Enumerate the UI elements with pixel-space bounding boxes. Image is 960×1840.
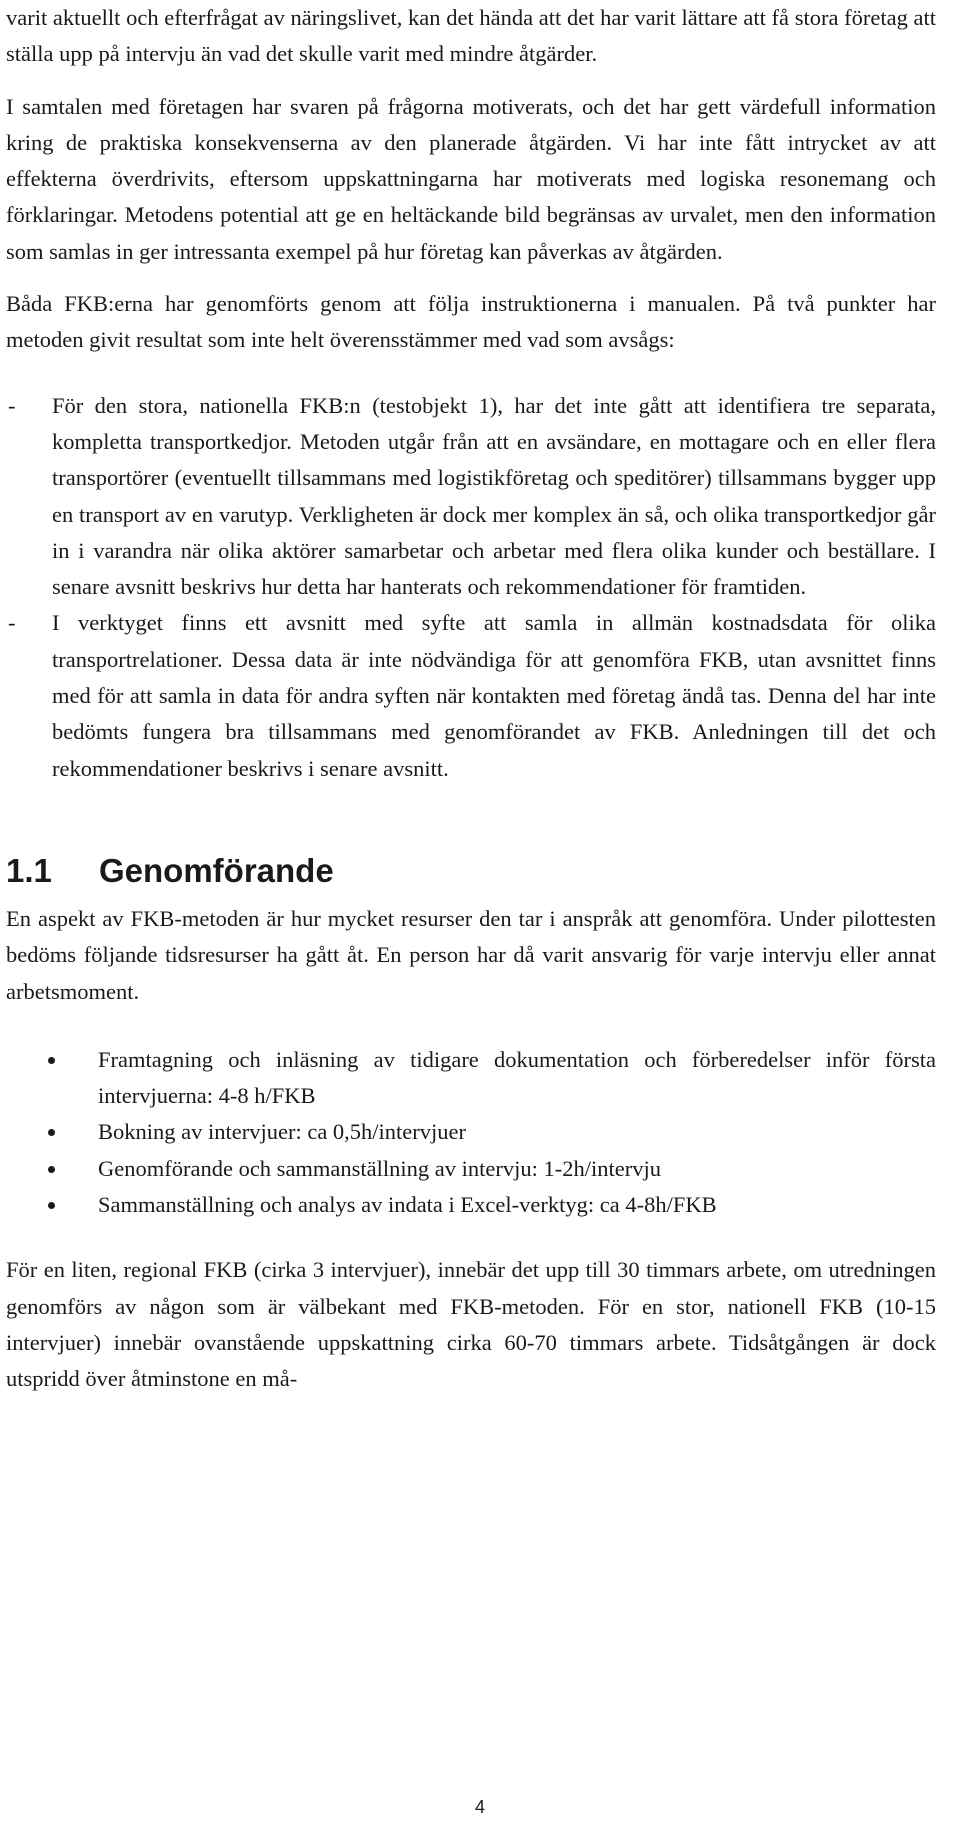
page-content — [6, 0, 936, 1398]
dash-marker: - — [8, 392, 16, 418]
dash-list-text: I verktyget finns ett avsnitt med syfte att samla in allmän kostnadsdata för olika transportrelationer. Dessa data är inte nödvändiga för att genomföra FKB, utan avsnittet finns med för att samla in data för andra syften när kontakten med företag ändå tas. Denna del har inte bedömts fungera bra tillsammans med genomförandet av FKB. Anledningen till det och rekommendationer beskrivs i senare avsnitt. — [52, 610, 936, 781]
dash-marker: - — [8, 610, 16, 636]
bullet-list-text: Framtagning och inläsning av tidigare dokumentation och förberedelser inför första intervjuerna: 4-8 h/FKB — [98, 1046, 936, 1109]
body-paragraph: Båda FKB:erna har genomförts genom att följa instruktionerna i manualen. På två punkter har metoden givit resultat som inte helt överensstämmer med vad som avsågs: — [6, 291, 936, 353]
section-intro-paragraph: En aspekt av FKB-metoden är hur mycket resurser den tar i anspråk att genomföra. Under pilottesten bedöms följande tidsresurser ha gått åt. En person har då varit ansvarig för varje intervju eller annat arbetsmoment. — [6, 905, 936, 1004]
bullet-list-text: Bokning av intervjuer: ca 0,5h/intervjuer — [98, 1119, 467, 1145]
section-heading — [6, 849, 936, 893]
bullet-icon — [48, 1166, 55, 1173]
bullet-list-item — [6, 1187, 936, 1223]
body-paragraph: varit aktuellt och efterfrågat av näringslivet, kan det hända att det har varit lättare att få stora företag att ställa upp på intervju än vad det skulle varit med mindre åtgärder. — [6, 5, 936, 67]
page-number: 4 — [474, 1797, 485, 1817]
bullet-list-text: Sammanställning och analys av indata i Excel-verktyg: ca 4-8h/FKB — [98, 1192, 717, 1218]
dash-list — [6, 388, 936, 787]
dash-list-text: För den stora, nationella FKB:n (testobjekt 1), har det inte gått att identifiera tre separata, kompletta transportkedjor. Metoden utgår från att en avsändare, en mottagare och en eller flera transportörer (eventuellt tillsammans med logistikföretag och speditörer) tillsammans bygger upp en transport av en varutyp. Verkligheten är dock mer komplex än så, och olika transportkedjor går in i varandra när olika aktörer samarbetar och arbetar med flera olika kunder och beställare. I senare avsnitt beskrivs hur detta har hanterats och rekommendationer för framtiden. — [52, 392, 936, 600]
bullet-icon — [48, 1057, 55, 1064]
bullet-list-item — [6, 1151, 936, 1187]
closing-paragraph: För en liten, regional FKB (cirka 3 intervjuer), innebär det upp till 30 timmars arbete, om utredningen genomförs av någon som är välbekant med FKB-metoden. För en stor, nationell FKB (10-15 intervjuer) innebär ovanstående uppskattning cirka 60-70 timmars arbete. Tidsåtgången är dock utspridd över åtminstone en må- — [6, 1257, 936, 1392]
bullet-list-item — [6, 1042, 936, 1115]
dash-list-item — [6, 388, 936, 606]
bullet-icon — [48, 1202, 55, 1209]
bullet-icon — [48, 1129, 55, 1136]
bullet-list-text: Genomförande och sammanställning av intervju: 1-2h/intervju — [98, 1155, 661, 1181]
bullet-list — [6, 1042, 936, 1223]
dash-list-item — [6, 605, 936, 786]
section-number: 1.1 — [6, 851, 52, 889]
section-title: Genomförande — [99, 851, 334, 889]
body-paragraph: I samtalen med företagen har svaren på frågorna motiverats, och det har gett värdefull information kring de praktiska konsekvenserna av den planerade åtgärden. Vi har inte fått intrycket av att effekterna överdrivits, eftersom uppskattningarna har motiverats med logiska resonemang och förklaringar. Metodens potential att ge en heltäckande bild begränsas av urvalet, men den information som samlas in ger intressanta exempel på hur företag kan påverkas av åtgärden. — [6, 93, 936, 264]
bullet-list-item — [6, 1114, 936, 1150]
